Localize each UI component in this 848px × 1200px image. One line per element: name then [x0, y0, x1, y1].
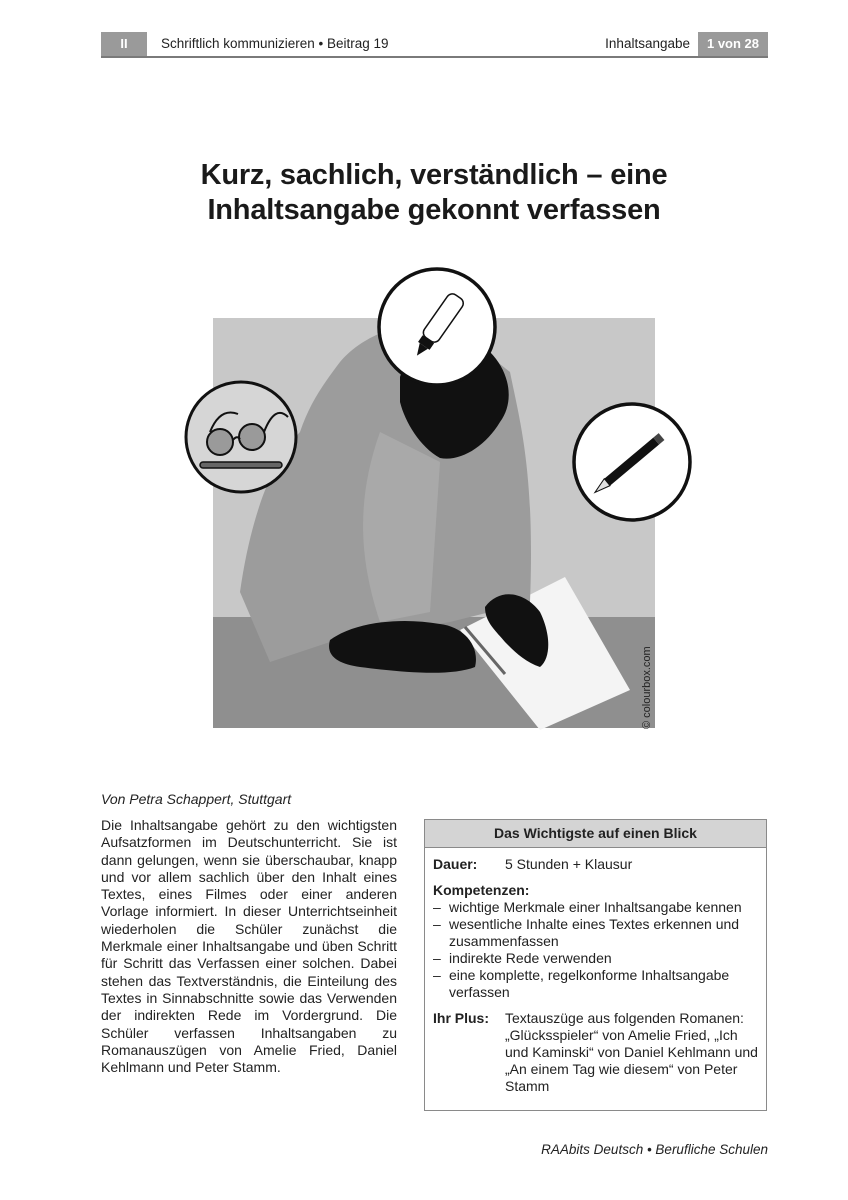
section-number: II — [101, 32, 147, 56]
competency-item: – wichtige Merkmale einer Inhaltsangabe kennen — [433, 899, 758, 916]
author-line: Von Petra Schappert, Stuttgart — [101, 791, 292, 807]
plus-label: Ihr Plus: — [433, 1010, 490, 1026]
summary-box-heading: Das Wichtigste auf einen Blick — [425, 820, 766, 848]
illustration — [180, 262, 700, 742]
competency-item: – wesentliche Inhalte eines Textes erkennen und zusammenfassen — [433, 916, 758, 950]
plus-value: Textauszüge aus folgenden Romanen: „Glücksspieler“ von Amelie Fried, „Ich und Kaminski“ von Daniel Kehlmann und „An einem Tag wie diesem“ von Peter Stamm — [505, 1010, 758, 1094]
shirt-shade — [363, 432, 440, 622]
credit-text: © colourbox.com — [641, 646, 653, 729]
page-header — [101, 32, 768, 58]
page-title — [100, 158, 768, 228]
competency-item: – eine komplette, regelkonforme Inhaltsangabe verfassen — [433, 967, 758, 1001]
glasses-icon — [186, 382, 296, 492]
summary-box — [424, 819, 767, 1111]
competencies-list — [433, 899, 758, 1001]
topic-label: Inhaltsangabe — [605, 36, 690, 51]
page-indicator: 1 von 28 — [698, 32, 768, 56]
duration-value: 5 Stunden + Klausur — [505, 856, 633, 872]
series-title: Schriftlich kommunizieren • Beitrag 19 — [161, 36, 389, 51]
title-line-2: Inhaltsangabe gekonnt verfassen — [207, 194, 661, 226]
page-footer: RAAbits Deutsch • Berufliche Schulen — [541, 1142, 768, 1157]
competency-item: – indirekte Rede verwenden — [433, 950, 758, 967]
duration-label: Dauer: — [433, 856, 478, 872]
image-credit — [640, 640, 654, 730]
title-line-1: Kurz, sachlich, verständlich – eine — [200, 159, 668, 191]
plus-row — [433, 1010, 758, 1095]
highlighter-icon — [379, 269, 495, 385]
pencil-icon — [574, 404, 690, 520]
competencies-label: Kompetenzen: — [433, 882, 530, 898]
duration-row — [433, 856, 758, 873]
intro-paragraph: Die Inhaltsangabe gehört zu den wichtigsten Aufsatzformen im Deutschunterricht. Sie ist dann gelungen, wenn sie überschaubar, knapp und vor allem sachlich über den Inhalt eines Textes, eines Filmes oder einer anderen Vorlage informiert. In dieser Unterrichtseinheit wiederholen die Schüler zunächst die Merkmale einer Inhaltsangabe und üben Schritt für Schritt das Verfassen einer solchen. Dabei stehen das Textverständnis, die Einteilung des Textes in Sinnabschnitte sowie das Verwenden der indirekten Rede im Vordergrund. Die Schüler verfassen Inhaltsangaben zu Romanauszügen von Amelie Fried, Daniel Kehlmann und Peter Stamm. — [101, 817, 397, 1076]
